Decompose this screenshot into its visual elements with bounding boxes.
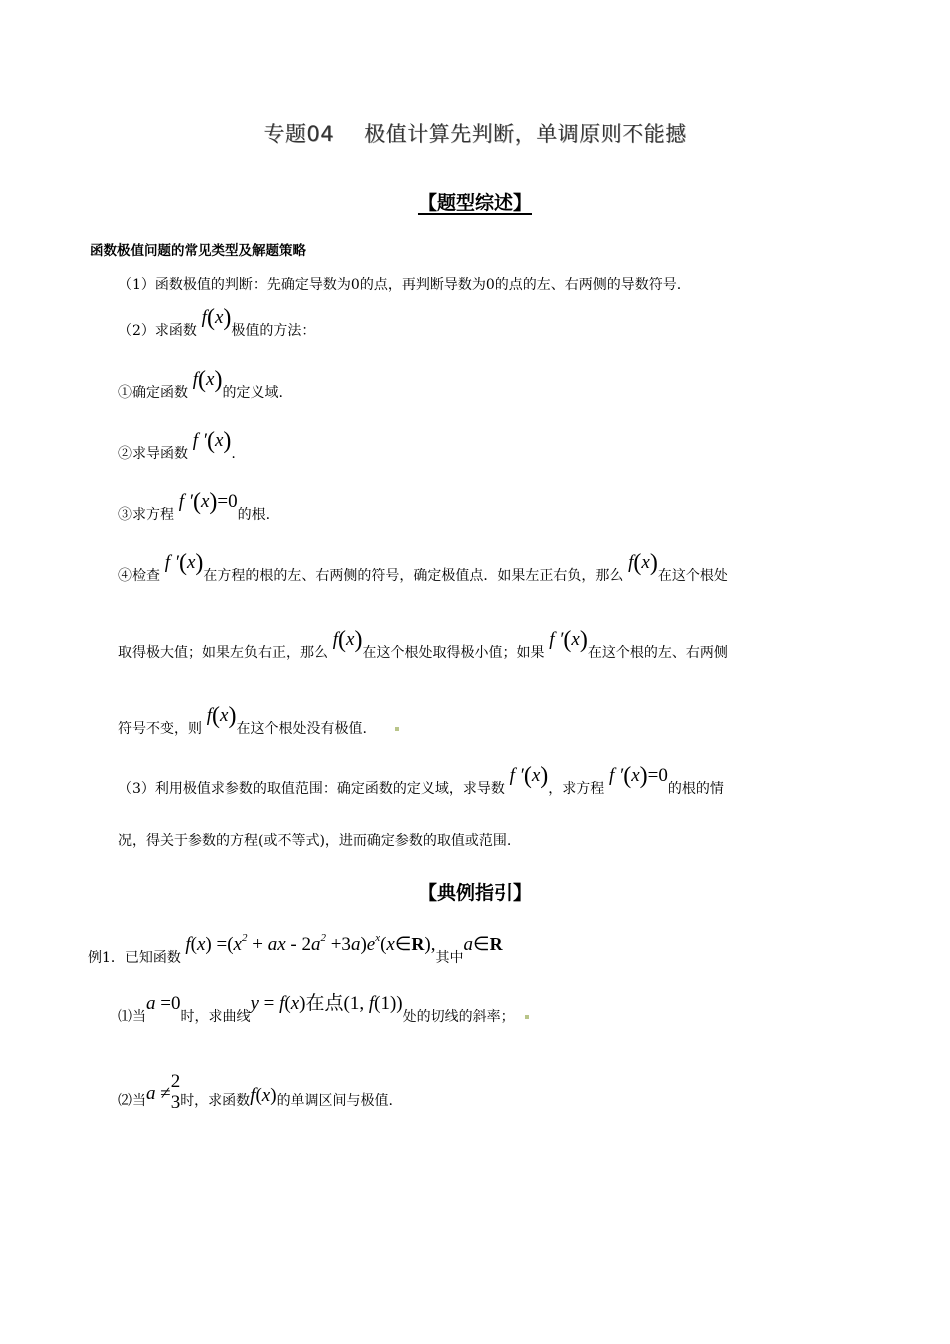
question-1: ⑴当a =0时，求曲线y = f(x)在点(1, f(1))处的切线的斜率；: [118, 1006, 530, 1025]
paragraph-3-line-1: （3）利用极值求参数的取值范围：确定函数的定义域，求导数 f ′(x)，求方程 f ′(x)=0的根的情: [118, 763, 724, 797]
math-fraction-two-thirds: 2 3: [170, 1071, 181, 1113]
math-fprime: f ′(x): [188, 428, 232, 454]
step-2: ②求导函数 f ′(x).: [118, 428, 236, 462]
paragraph-2: （2）求函数 f(x)极值的方法：: [118, 305, 316, 339]
section-heading-overview: 【题型综述】: [417, 192, 532, 214]
math-fprime-eq-zero: f ′(x)=0: [174, 489, 238, 515]
example-1: 例1．已知函数 $f(x) =(x^2$ + ax - $2a^2$ $+3a)e^x(x\in R)$,其中a∈R: [88, 932, 503, 966]
step-4-line-2: 取得极大值；如果左负右正，那么 f(x)在这个根处取得极小值；如果 f ′(x)在这个根的左、右两侧: [118, 627, 728, 661]
math-fx: f(x): [188, 367, 223, 393]
paragraph-3-line-2: 况，得关于参数的方程(或不等式)，进而确定参数的取值或范围.: [118, 833, 512, 849]
page-title: [0, 118, 950, 148]
title-text: 极值计算先判断，单调原则不能撼: [364, 122, 687, 146]
paragraph-1: （1）函数极值的判断：先确定导数为0的点，再判断导数为0的点的左、右两侧的导数符号.: [118, 277, 682, 293]
step-4-line-1: ④检查 f ′(x)在方程的根的左、右两侧的符号，确定极值点．如果左正右负，那么 f(x)在这个根处: [118, 550, 728, 584]
title-topic-number: 专题04: [263, 122, 335, 146]
math-fx: f(x): [196, 305, 232, 331]
step-4-line-3: 符号不变，则 f(x)在这个根处没有极值.: [118, 716, 400, 740]
question-2: ⑵当a ≠ 2 3 时，求函数f(x)的单调区间与极值.: [118, 1071, 394, 1113]
step-3: ③求方程 f ′(x)=0的根.: [118, 489, 271, 523]
math-function-definition: $f(x) =(x^2$ + ax - $2a^2$ $+3a)e^x(x\in R)$,: [185, 932, 436, 955]
subheading: 函数极值问题的常见类型及解题策略: [90, 243, 306, 259]
section-heading-examples: 【典例指引】: [417, 882, 532, 904]
step-1: ①确定函数 f(x)的定义域.: [118, 367, 283, 401]
